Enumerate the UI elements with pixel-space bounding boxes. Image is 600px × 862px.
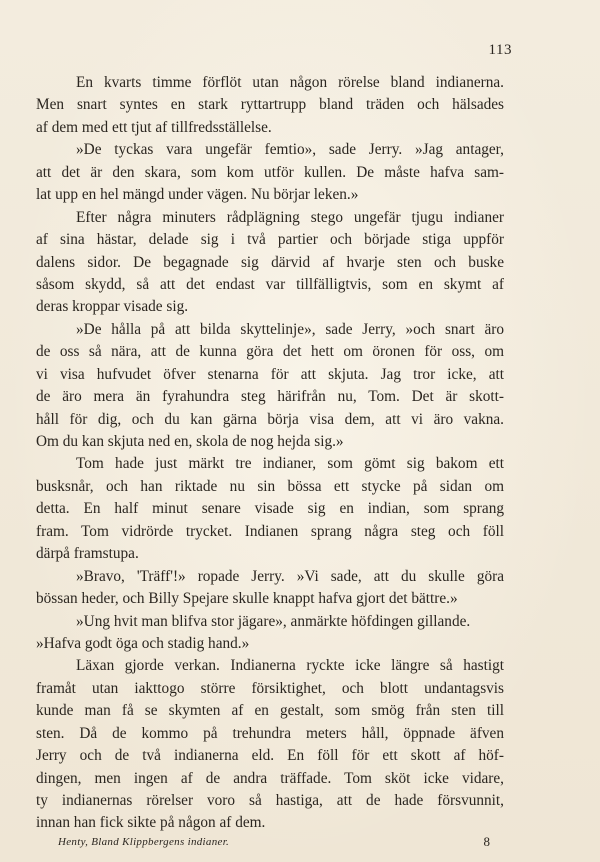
text-line: En kvarts timme förflöt utan någon rörelse bland indianerna. [76, 74, 504, 91]
text-line: bössan heder, och Billy Spejare skulle knappt hafva gjort det bättre.» [36, 590, 458, 608]
text-line: dingen, men ingen af de andra träffade. Tom sköt icke vidare, [36, 769, 504, 787]
text-line: »Ung hvit man blifva stor jägare», anmärkte höfdingen gillande. [76, 612, 471, 630]
text-line: håll för dig, och du kan gärna börja visa dem, att vi äro vakna. [36, 410, 504, 428]
text-line: »De hålla på att bilda skyttelinje», sade Jerry, »och snart äro [76, 320, 504, 338]
text-line: Men snart syntes en stark ryttartrupp bland träden och hälsades [36, 96, 504, 114]
text-line: därpå framstupa. [36, 545, 139, 563]
text-line: dalens sidor. De begagnade sig därvid af hvarje sten och buske [36, 253, 504, 271]
footer-credit: Henty, Bland Klippbergens indianer. [58, 836, 230, 848]
text-line: »Bravo, 'Träff'!» ropade Jerry. »Vi sade, att du skulle göra [76, 567, 504, 585]
text-line: Jerry och de två indianerna eld. En föll för ett skott af höf- [36, 747, 504, 765]
text-line: detta. En half minut senare visade sig en indian, som sprang [36, 500, 504, 518]
page-footer [58, 836, 504, 854]
text-line: »De tyckas vara ungefär femtio», sade Jerry. »Jag antager, [76, 141, 504, 159]
text-line: de oss så nära, att de kunna göra det hett om öronen för oss, om [36, 343, 504, 361]
text-line: busksnår, och han riktade nu sin bössa ett stycke på sidan om [36, 477, 504, 495]
text-line: deras kroppar visade sig. [36, 298, 189, 316]
page-number: 113 [488, 42, 512, 58]
text-line: att det är den skara, som kom utför kullen. De måste hafva sam- [36, 163, 504, 181]
text-line: innan han fick sikte på någon af dem. [36, 814, 266, 832]
text-line: Efter några minuters rådplägning stego ungefär tjugu indianer [76, 208, 504, 226]
text-line: af dem med ett tjut af tillfredsställelse. [36, 118, 272, 136]
text-line: Tom hade just märkt tre indianer, som gömt sig bakom ett [76, 455, 504, 473]
text-line: ty indianernas rörelser voro så hastiga, att de hade försvunnit, [36, 792, 504, 809]
text-line: fram. Tom vidrörde trycket. Indianen sprang några steg och föll [36, 522, 504, 540]
text-line: de äro mera än fyrahundra steg härifrån nu, Tom. Det är skott- [36, 388, 504, 406]
text-line: sten. Då de kommo på trehundra meters håll, öppnade äfven [36, 724, 504, 742]
text-line: kunde man få se skymten af en gestalt, som smög från sten till [36, 702, 504, 720]
text-line: Om du kan skjuta ned en, skola de nog hejda sig.» [36, 433, 344, 450]
text-line: Läxan gjorde verkan. Indianerna ryckte icke längre så hastigt [76, 657, 504, 675]
body-text [36, 72, 504, 835]
signature-mark: 8 [483, 834, 490, 849]
text-line: vi visa hufvudet öfver stenarna för att skjuta. Jag tror icke, att [36, 365, 504, 383]
text-line: af sina hästar, delade sig i två partier och började stiga uppför [36, 231, 504, 249]
text-line: lat upp en hel mängd under vägen. Nu börjar leken.» [36, 186, 359, 204]
text-line: »Hafva godt öga och stadig hand.» [36, 634, 250, 652]
text-line: framåt utan iakttogo större försiktighet, och blott undantagsvis [36, 679, 504, 697]
text-line: såsom skydd, så att det endast var tillfälligtvis, som en skymt af [36, 275, 504, 293]
